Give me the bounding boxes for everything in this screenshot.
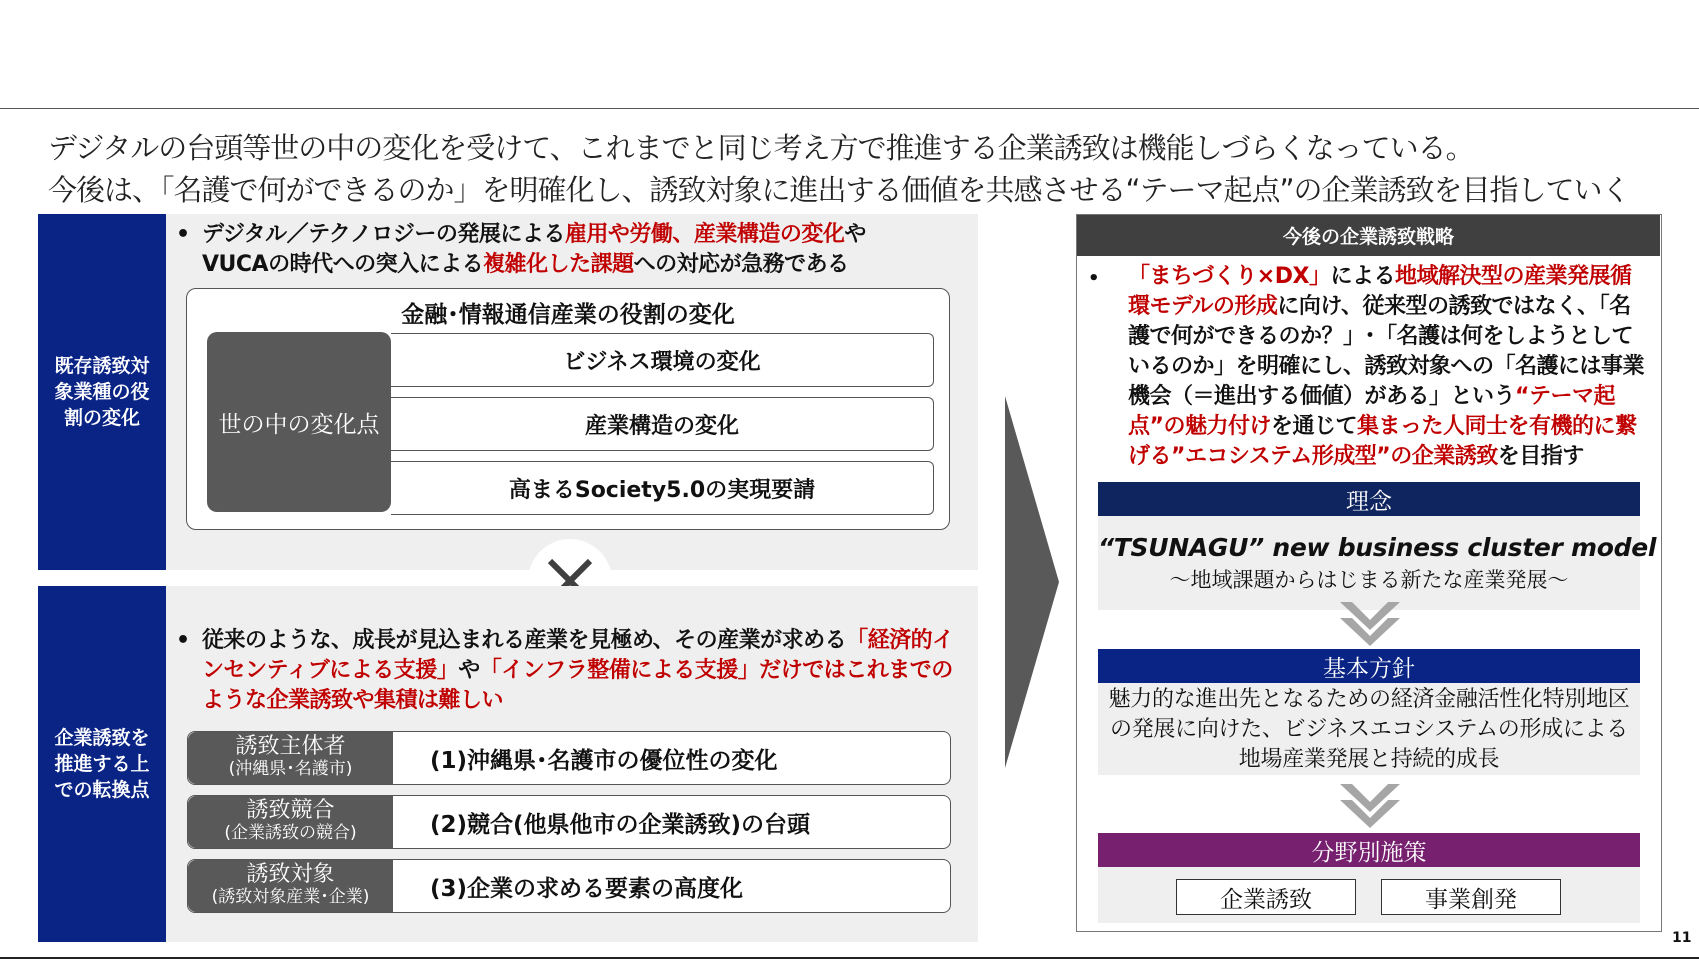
measure-label: 企業誘致	[1220, 886, 1312, 913]
bullet-highlight: 「インフラ整備による支援」	[479, 658, 760, 683]
sidebar-existing-roles	[38, 214, 166, 570]
row-tag-sub: (沖縄県･名護市)	[228, 759, 353, 779]
measure-label: 事業創発	[1425, 886, 1517, 913]
headline-line-1: デジタルの台頭等世の中の変化を受けて、これまでと同じ考え方で推進する企業誘致は機能しづらくなっている。	[48, 131, 1474, 165]
policy-bar	[1098, 649, 1640, 683]
role-change-title: 金融･情報通信産業の役割の変化	[401, 302, 735, 328]
double-chevron-down-icon	[1338, 600, 1402, 650]
strategy-bullet: • 「まちづくり×DX」による地域解決型の産業発展循環モデルの形成に向け、従来型の誘致ではなく、「名護で何ができるのか？」･「名護は何をしようとしているのか」を明確にし、誘致対象への「名護には事業機会（＝進出する価値）がある」という“テーマ起点”の魅力付けを通じて集まった人同士を有機的に繋げる”エコシステム形成型”の企業誘致を目指す	[1088, 264, 1645, 469]
row-tag-title: 誘致主体者	[235, 734, 346, 759]
philosophy-label: 理念	[1346, 488, 1392, 515]
philosophy-bar	[1098, 482, 1640, 516]
row-tag-sub: (企業誘致の競合)	[224, 823, 357, 843]
bullet-text: や	[844, 222, 866, 247]
bullet-text: による	[1330, 264, 1395, 289]
row-tag	[188, 796, 393, 848]
bullet-highlight: 「まちづくり×DX」	[1128, 264, 1331, 289]
header-rule	[0, 108, 1699, 109]
policy-label: 基本方針	[1323, 655, 1415, 682]
sidebar-label: 既存誘致対象業種の役割の変化	[54, 355, 150, 429]
philosophy-sub: ～地域課題からはじまる新たな産業発展～	[1169, 568, 1569, 592]
strategy-header	[1077, 215, 1660, 256]
bullet-text: や	[458, 658, 480, 683]
bullet-highlight: 雇用や労働、産業構造の変化	[564, 222, 845, 247]
bullet-text: を目指す	[1497, 444, 1584, 469]
row-tag-sub: (誘致対象産業･企業)	[211, 887, 370, 907]
row-label: (3)企業の求める要素の高度化	[430, 875, 744, 902]
measures-bar	[1098, 833, 1640, 867]
philosophy-title: “TSUNAGU” new business cluster model	[1098, 533, 1657, 562]
bullet-text: デジタル／テクノロジーの発展による	[202, 222, 565, 247]
page-number: 11	[1672, 930, 1692, 946]
turning-point-row	[187, 859, 951, 913]
row-label: (2)競合(他県他市の企業誘致)の台頭	[430, 811, 811, 838]
turning-point-row	[187, 795, 951, 849]
bullet-text: に向け、従来型の誘致ではなく、「名護で何ができるのか？」･「名護は何をしようとしているのか」を明確にし、誘致対象への「名護には事業機会（＝進出する価値）がある」という	[1128, 294, 1645, 409]
bullet-highlight: 地域解決型の産業発展循環モデルの形成	[1128, 264, 1632, 319]
bullet-highlight: “テーマ起点”の魅力付け	[1128, 384, 1615, 439]
philosophy-content	[1098, 516, 1657, 610]
measure-corporate-attraction	[1176, 879, 1356, 915]
change-points-block	[207, 332, 391, 512]
footer-rule	[0, 957, 1699, 959]
change-points-label: 世の中の変化点	[218, 411, 380, 438]
bullet-highlight: だけではこれまでのような企業誘致や集積は難しい	[202, 658, 953, 713]
top-bullet: • デジタル／テクノロジーの発展による雇用や労働、産業構造の変化や VUCAの時代への突入による複雑化した課題への対応が急務である	[176, 222, 866, 277]
bullet-highlight: 「経済的インセンティブによる支援」	[202, 628, 954, 683]
change-row	[391, 461, 934, 515]
policy-content	[1098, 683, 1640, 775]
turning-point-row	[187, 731, 951, 785]
bullet-highlight: 複雑化した課題	[483, 252, 634, 277]
policy-text: 魅力的な進出先となるための経済金融活性化特別地区の発展に向けた、ビジネスエコシステムの形成による地場産業発展と持続的成長	[1108, 687, 1630, 772]
change-row-label: 高まるSociety5.0の実現要請	[508, 477, 816, 503]
bullet-text: を通じて	[1270, 414, 1357, 439]
change-row	[391, 397, 934, 451]
bullet-text: VUCAの時代への突入による	[202, 252, 484, 277]
bottom-bullet: • 従来のような、成長が見込まれる産業を見極め、その産業が求める「経済的インセンティブによる支援」や「インフラ整備による支援」だけではこれまでのような企業誘致や集積は難しい	[176, 628, 954, 713]
double-chevron-down-icon	[1338, 782, 1402, 832]
change-row-label: ビジネス環境の変化	[563, 349, 761, 375]
strategy-header-label: 今後の企業誘致戦略	[1282, 226, 1454, 248]
bullet-text: への対応が急務である	[633, 252, 849, 277]
row-label: (1)沖縄県･名護市の優位性の変化	[430, 747, 778, 774]
sidebar-turning-points	[38, 586, 166, 942]
sidebar-label: 企業誘致を推進する上での転換点	[54, 727, 150, 801]
change-row	[391, 333, 934, 387]
headline-line-2: 今後は、「名護で何ができるのか」を明確化し、誘致対象に進出する価値を共感させる“テーマ起点”の企業誘致を目指していく	[48, 173, 1630, 207]
measures-label: 分野別施策	[1311, 839, 1427, 866]
bullet-highlight: 集まった人同士を有機的に繋げる”エコシステム形成型”の企業誘致	[1128, 414, 1637, 469]
row-tag	[188, 860, 393, 912]
bullet-text: 従来のような、成長が見込まれる産業を見極め、その産業が求める	[202, 628, 847, 653]
row-tag-title: 誘致競合	[246, 798, 335, 823]
chevron-right-icon	[1003, 396, 1063, 768]
row-tag	[188, 732, 393, 784]
measure-business-creation	[1381, 879, 1561, 915]
change-row-label: 産業構造の変化	[584, 413, 739, 439]
row-tag-title: 誘致対象	[246, 862, 335, 887]
